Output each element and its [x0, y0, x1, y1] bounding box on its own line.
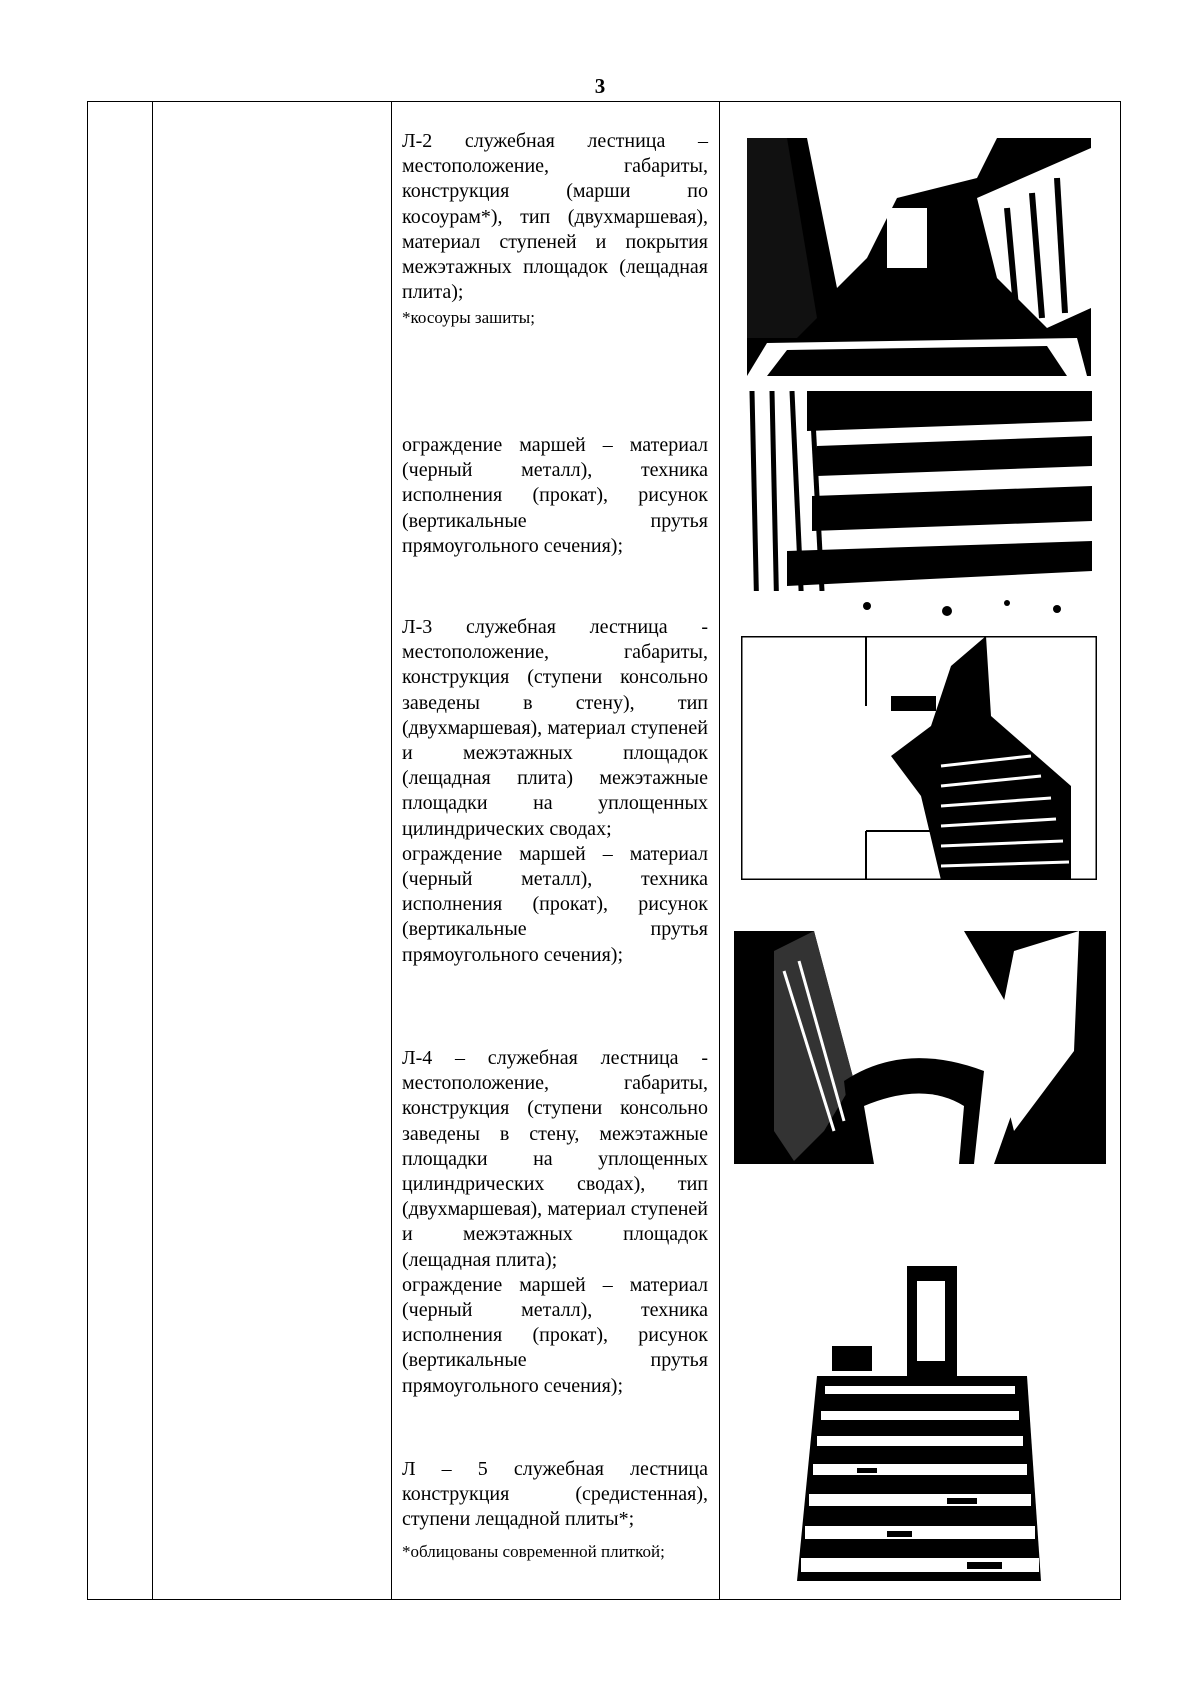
photo-l3-railing — [734, 931, 1106, 1164]
stair-l5-note: *облицованы современной плиткой; — [402, 1542, 665, 1561]
column-divider — [152, 102, 153, 1599]
stair-l3-description: Л-3 служебная лестница - местоположение, габариты, конструкция (ступени консольно заведены в стену), тип (двухмаршевая), материал ступеней и межэтажных площадок (лещадная плита) межэтажные площадки на уплощенных цилиндрических сводах; ограждение маршей – материал (черный металл), техника исполнения (прокат), рисунок (вертикальные прутья прямоугольного сечения); — [402, 616, 708, 966]
stair-l4-description: Л-4 – служебная лестница - местоположение, габариты, конструкция (ступени консольно заведены в стену, межэтажные площадки на уплощенных цилиндрических сводах), тип (двухмаршевая), материал ступеней и межэтажных площадок (лещадная плита); ограждение маршей – материал (черный металл), техника исполнения (прокат), рисунок (вертикальные прутья прямоугольного сечения); — [402, 1047, 708, 1397]
stair-l5-description: Л – 5 служебная лестница конструкция (средистенная), ступени лещадной плиты*; — [402, 1458, 708, 1531]
stair-l2-railing-description: ограждение маршей – материал (черный металл), техника исполнения (прокат), рисунок (вертикальные прутья прямоугольного сечения); — [402, 434, 708, 557]
photo-l3-stair — [741, 636, 1097, 880]
stair-l2-description: Л-2 служебная лестница – местоположение, габариты, конструкция (марши по косоурам*), тип (двухмаршевая), материал ступеней и покрытия межэтажных площадок (лещадная плита); *косоуры зашиты; — [402, 130, 708, 328]
page-number: 3 — [594, 74, 606, 98]
column-divider — [719, 102, 720, 1599]
photo-l2-stair — [747, 138, 1091, 376]
column-divider — [391, 102, 392, 1599]
photo-l2-railing — [747, 391, 1092, 622]
photo-l4-stair — [797, 1236, 1041, 1581]
